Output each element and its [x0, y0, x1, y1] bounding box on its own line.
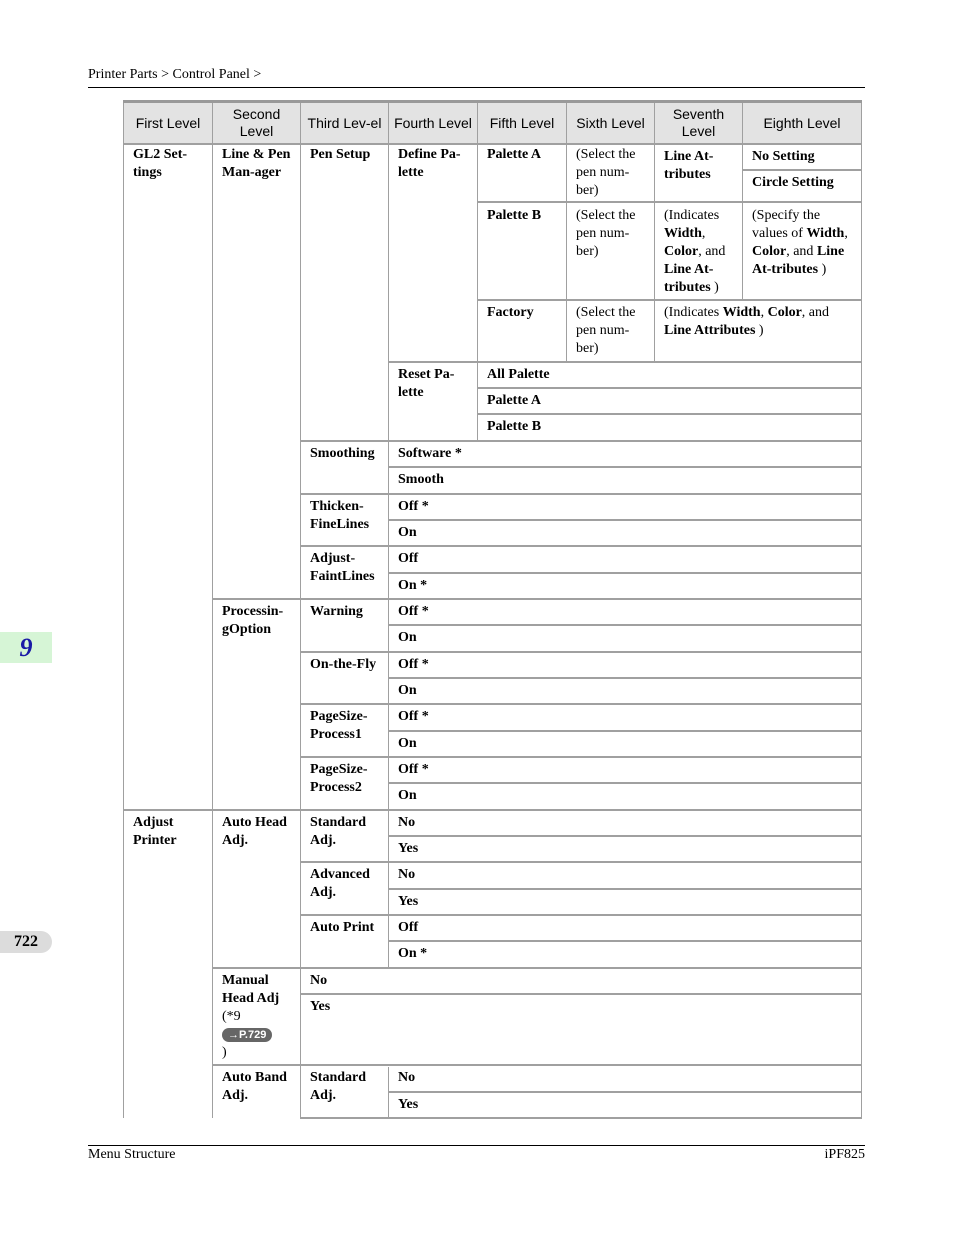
menu-on-the-fly: On-the-Fly [310, 657, 377, 672]
menu-pagesize-process1: PageSize-Process1 [310, 709, 368, 742]
menu-define-palette: Define Pa-lette [398, 147, 461, 180]
option-autoprint-on: On * [398, 946, 428, 961]
grid-line [123, 103, 124, 1118]
note-text: , and [801, 305, 830, 320]
row-rule [388, 730, 862, 732]
breadcrumb: Printer Parts > Control Panel > [88, 67, 262, 82]
option-smooth: Smooth [398, 472, 444, 487]
menu-palette-b: Palette B [487, 208, 542, 223]
note-width: Width [722, 305, 761, 320]
option-manual-yes: Yes [310, 999, 331, 1014]
note-select-pen-factory: (Select the pen num-ber) [576, 305, 636, 356]
row-rule [477, 387, 862, 389]
col-header-first: First Level [124, 103, 212, 143]
option-ps2-on: On [398, 788, 417, 803]
note-text: ) [710, 280, 719, 295]
header-rule [88, 87, 865, 88]
col-header-second: Second Level [213, 103, 300, 143]
col-header-sixth: Sixth Level [567, 103, 654, 143]
menu-warning: Warning [310, 604, 363, 619]
option-warning-on: On [398, 630, 417, 645]
row-rule [212, 598, 862, 600]
row-rule [300, 651, 862, 653]
option-adv-yes: Yes [398, 894, 419, 909]
menu-auto-head-adj: Auto Head Adj. [222, 815, 287, 848]
note-line-attributes: Line At-tributes [752, 244, 845, 277]
menu-adjust-printer: Adjust Printer [133, 815, 177, 848]
menu-thicken-finelines: Thicken-FineLines [310, 499, 370, 532]
row-rule [388, 361, 862, 363]
menu-factory: Factory [487, 305, 534, 320]
footer-model-name: iPF825 [824, 1147, 865, 1162]
menu-smoothing: Smoothing [310, 446, 375, 461]
col-header-fifth: Fifth Level [478, 103, 566, 143]
note-specify-values [743, 205, 861, 281]
row-rule [300, 493, 862, 495]
note-select-pen-b: (Select the pen num-ber) [576, 208, 636, 259]
chapter-tab[interactable]: 9 [0, 632, 52, 663]
row-rule [388, 782, 862, 784]
menu-advanced-adj: Advanced Adj. [310, 867, 370, 900]
menu-manual-head-adj [213, 970, 300, 1064]
option-autoprint-off: Off [398, 920, 419, 935]
row-rule [388, 572, 862, 574]
row-rule [212, 967, 862, 969]
menu-palette-a: Palette A [487, 147, 542, 162]
row-rule [477, 201, 862, 203]
note-color: Color [752, 244, 787, 259]
option-warning-off: Off * [398, 604, 429, 619]
option-adv-no: No [398, 867, 416, 882]
row-rule [388, 624, 862, 626]
note-line-attributes: Line Attributes [664, 323, 756, 338]
row-rule [300, 545, 862, 547]
option-std-no: No [398, 815, 416, 830]
note-text: , [701, 226, 706, 241]
option-thicken-off: Off * [398, 499, 429, 514]
row-rule [388, 940, 862, 942]
col-header-seventh: Seventh Level [655, 103, 742, 143]
option-fly-off: Off * [398, 657, 429, 672]
option-ps1-on: On [398, 736, 417, 751]
row-rule [300, 756, 862, 758]
note-text: (Indicates [664, 305, 720, 320]
note-text: (Specify the values of [752, 208, 821, 241]
row-rule [300, 1117, 862, 1119]
page-link-badge[interactable]: →P.729 [222, 1028, 272, 1042]
note-width: Width [806, 226, 845, 241]
note-color: Color [664, 244, 699, 259]
row-rule [212, 1064, 862, 1066]
option-all-palette: All Palette [487, 367, 550, 382]
row-rule [477, 299, 862, 301]
option-manual-no: No [310, 973, 328, 988]
option-reset-palette-a: Palette A [487, 393, 542, 408]
manual-head-note-close: ) [222, 1045, 227, 1060]
note-width: Width [664, 226, 702, 241]
menu-pen-setup: Pen Setup [310, 147, 371, 162]
option-fly-on: On [398, 683, 417, 698]
option-ps2-off: Off * [398, 762, 429, 777]
row-rule [300, 703, 862, 705]
row-rule [477, 413, 862, 415]
menu-auto-print: Auto Print [310, 920, 375, 935]
row-rule [300, 440, 862, 442]
note-text: , and [698, 244, 726, 259]
menu-pagesize-process2: PageSize-Process2 [310, 762, 368, 795]
option-band-yes: Yes [398, 1097, 419, 1112]
option-no-setting: No Setting [752, 149, 815, 164]
menu-band-standard-adj: Standard Adj. [310, 1070, 367, 1103]
footer-rule [88, 1145, 865, 1146]
row-rule [300, 993, 862, 995]
note-indicates-factory [655, 302, 861, 342]
col-header-fourth: Fourth Level [389, 103, 477, 143]
manual-head-note: (*9 [222, 1009, 241, 1024]
page-number: 722 [0, 931, 52, 953]
note-text: , [844, 226, 848, 241]
menu-processing-option: Processin-gOption [222, 604, 284, 637]
row-rule [388, 1091, 862, 1093]
row-rule [388, 519, 862, 521]
menu-line-pen-manager: Line & Pen Man-ager [222, 147, 291, 180]
option-faint-on: On * [398, 578, 428, 593]
row-rule [300, 861, 862, 863]
row-rule [123, 809, 862, 811]
note-text: ) [755, 323, 764, 338]
menu-gl2-settings: GL2 Set-tings [133, 147, 188, 180]
note-text: , [760, 305, 765, 320]
note-text: , and [786, 244, 814, 259]
manual-head-label: Manual Head Adj [222, 973, 280, 1006]
option-circle-setting: Circle Setting [752, 175, 834, 190]
menu-line-attributes: Line At-tributes [664, 149, 714, 182]
row-rule [742, 169, 862, 171]
option-reset-palette-b: Palette B [487, 419, 542, 434]
grid-line [861, 103, 862, 1118]
row-rule [300, 914, 862, 916]
option-software: Software * [398, 446, 462, 461]
menu-reset-palette: Reset Pa-lette [398, 367, 455, 400]
option-band-no: No [398, 1070, 416, 1085]
footer-section-title: Menu Structure [88, 1147, 176, 1162]
note-color: Color [767, 305, 802, 320]
row-rule [388, 888, 862, 890]
row-rule [388, 677, 862, 679]
menu-standard-adj: Standard Adj. [310, 815, 367, 848]
menu-auto-band-adj: Auto Band Adj. [222, 1070, 287, 1103]
menu-adjust-faintlines: Adjust-FaintLines [310, 551, 375, 584]
note-line-attributes: Line At-tributes [664, 262, 714, 295]
row-rule [388, 835, 862, 837]
row-rule [388, 466, 862, 468]
note-text: (Indicates [664, 208, 720, 223]
col-header-third: Third Lev-el [301, 103, 388, 143]
option-faint-off: Off [398, 551, 419, 566]
option-thicken-on: On [398, 525, 417, 540]
option-ps1-off: Off * [398, 709, 429, 724]
option-std-yes: Yes [398, 841, 419, 856]
col-header-eighth: Eighth Level [743, 103, 861, 143]
note-text: ) [818, 262, 827, 277]
note-select-pen-a: (Select the pen num-ber) [576, 147, 636, 198]
note-indicates-b [655, 205, 742, 299]
